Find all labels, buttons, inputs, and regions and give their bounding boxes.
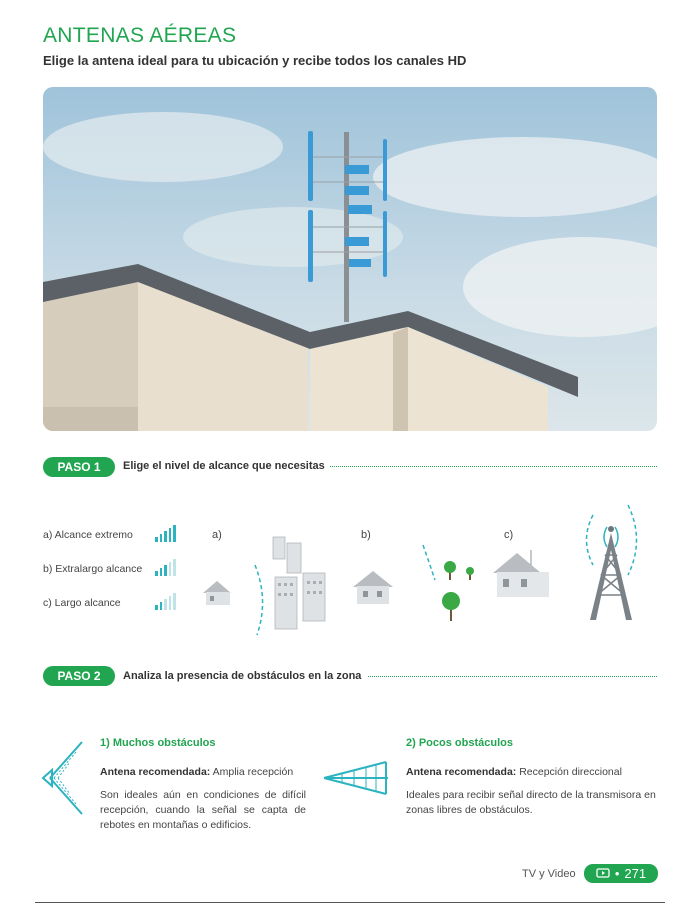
page-title: ANTENAS AÉREAS [43, 24, 237, 47]
step1-badge: PASO 1 [43, 457, 115, 477]
tree-icon [442, 561, 474, 621]
range-item-extralong: b) Extralargo alcance [43, 563, 143, 575]
option2-title: 2) Pocos obstáculos [406, 737, 513, 749]
tower-icon [587, 505, 637, 620]
page-subtitle: Elige la antena ideal para tu ubicación y recibe todos los canales HD [43, 53, 467, 68]
footer-separator: • [614, 866, 620, 881]
step2-text: Analiza la presencia de obstáculos en la zona [123, 670, 362, 682]
page-number: 271 [624, 866, 647, 881]
scene-letter-b: b) [361, 529, 371, 541]
tv-icon [596, 868, 610, 879]
signal-icon [155, 525, 176, 542]
page-number-badge [584, 864, 658, 883]
house-icon [203, 581, 231, 605]
option2-recommendation [406, 766, 622, 778]
step2-divider [368, 676, 657, 677]
signal-icon [155, 593, 176, 610]
footer-section: TV y Video [522, 868, 576, 880]
house-icon [493, 550, 549, 597]
range-item-long: c) Largo alcance [43, 597, 121, 609]
recommendation-label: Antena recomendada: [406, 766, 517, 778]
step1-divider [330, 466, 657, 467]
recommendation-value: Recepción direccional [519, 766, 622, 778]
step2-badge: PASO 2 [43, 666, 115, 686]
scene-letter-c: c) [504, 529, 514, 541]
range-illustration [195, 495, 655, 640]
range-item-extreme: a) Alcance extremo [43, 529, 133, 541]
directional-antenna-icon [322, 758, 392, 800]
hero-photo [43, 87, 657, 431]
recommendation-label: Antena recomendada: [100, 766, 211, 778]
house-icon [353, 571, 393, 604]
step1-text: Elige el nivel de alcance que necesitas [123, 460, 325, 472]
option1-recommendation [100, 766, 293, 778]
wide-antenna-icon [40, 740, 90, 820]
footer-rule [35, 902, 665, 903]
recommendation-value: Amplia recepción [212, 766, 294, 778]
signal-icon [155, 559, 176, 576]
option1-description: Son ideales aún en condiciones de difícil recepción, cuando la señal se capta de rebotes en montañas o edificios. [100, 789, 306, 831]
scene-letter-a: a) [212, 529, 222, 541]
option2-description: Ideales para recibir señal directo de la transmisora en zonas libres de obstáculos. [406, 789, 656, 816]
option1-title: 1) Muchos obstáculos [100, 737, 216, 749]
